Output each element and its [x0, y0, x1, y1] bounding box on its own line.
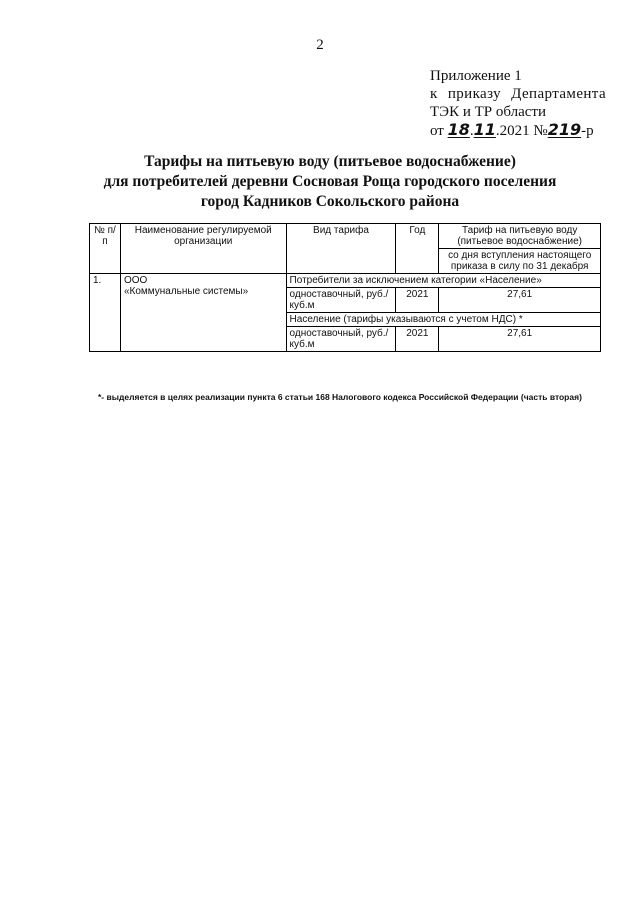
- page-number: 2: [316, 37, 324, 53]
- header-type: Вид тарифа: [286, 224, 396, 274]
- table-row: [90, 274, 601, 288]
- section-non-population: Потребители за исключением категории «Население»: [286, 274, 600, 288]
- title-line-2: для потребителей деревни Сосновая Роща городского поселения: [103, 173, 557, 190]
- date-year: .2021: [495, 123, 530, 139]
- order-number: 219: [547, 120, 582, 139]
- header-org: Наименование регулируемой организации: [120, 224, 286, 274]
- section-population: Население (тарифы указываются с учетом НДС) *: [286, 313, 600, 327]
- cell-year-1: 2021: [396, 288, 439, 313]
- appendix-date-number: [430, 121, 630, 140]
- date-sep: .: [469, 123, 474, 139]
- appendix-label: Приложение 1: [430, 68, 522, 84]
- org-form: ООО: [123, 275, 148, 286]
- title-line-1: Тарифы на питьевую воду (питьевое водоснабжение): [144, 153, 516, 170]
- date-day: 18: [447, 120, 470, 139]
- cell-num: 1.: [90, 274, 121, 352]
- cell-year-2: 2021: [396, 327, 439, 352]
- number-prefix: №: [533, 123, 548, 139]
- tariff-table: [89, 223, 601, 352]
- appendix-department: ТЭК и ТР области: [430, 104, 546, 120]
- title-line-3: город Кадников Сокольского района: [200, 193, 460, 210]
- cell-type-1: одноставочный, руб./куб.м: [286, 288, 396, 313]
- cell-value-2: 27,61: [439, 327, 601, 352]
- document-title: [60, 152, 600, 212]
- number-suffix: -р: [581, 123, 594, 139]
- header-tariff: Тариф на питьевую воду (питьевое водоснабжение): [439, 224, 601, 249]
- header-num: № п/п: [90, 224, 121, 274]
- cell-value-1: 27,61: [439, 288, 601, 313]
- header-period: со дня вступления настоящего приказа в силу по 31 декабря: [439, 249, 601, 274]
- appendix-block: [430, 67, 630, 140]
- date-prefix: от: [430, 123, 444, 139]
- cell-org: [120, 274, 286, 352]
- org-name: «Коммунальные системы»: [123, 286, 249, 297]
- appendix-order-ref: к приказу Департамента: [430, 86, 607, 102]
- cell-type-2: одноставочный, руб./куб.м: [286, 327, 396, 352]
- table-header-row: [90, 224, 601, 249]
- date-month: 11: [473, 120, 496, 139]
- header-year: Год: [396, 224, 439, 274]
- footnote: *- выделяется в целях реализации пункта 6 статьи 168 Налогового кодекса Российской Федерации (часть вторая): [98, 392, 582, 402]
